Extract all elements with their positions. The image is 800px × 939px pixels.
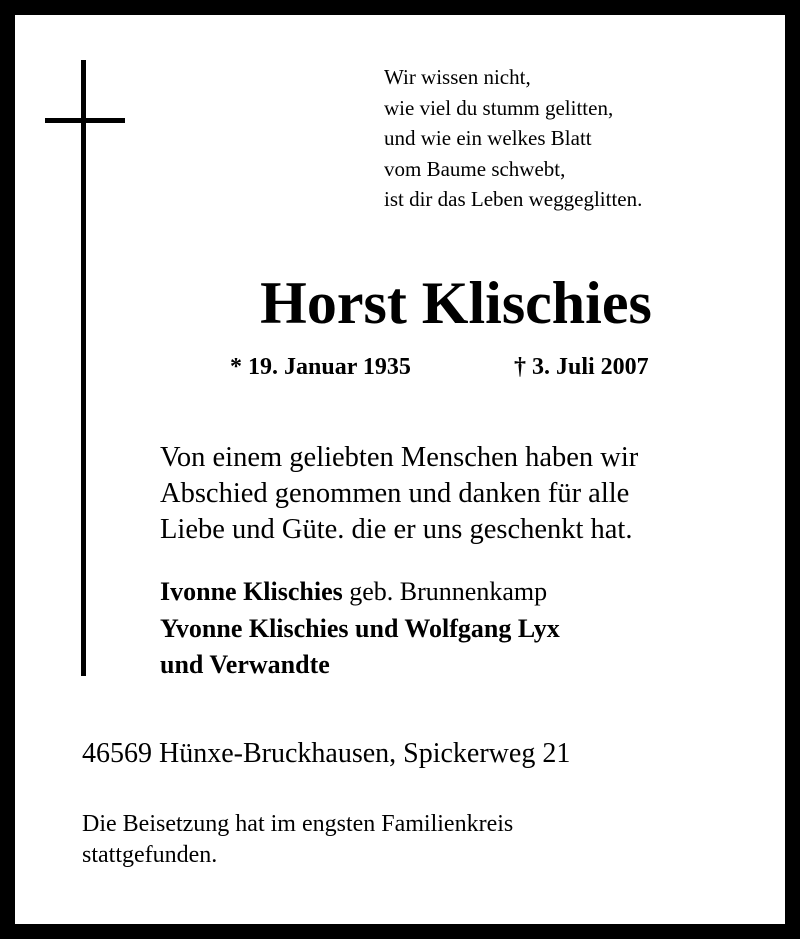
poem-line: ist dir das Leben weggeglitten. bbox=[384, 187, 643, 211]
message-line: Liebe und Güte. die er uns geschenkt hat. bbox=[160, 514, 633, 545]
cross-icon-horizontal-bar bbox=[45, 118, 125, 123]
deceased-name: Horst Klischies bbox=[260, 270, 652, 336]
funeral-line: stattgefunden. bbox=[82, 842, 218, 868]
poem-line: und wie ein welkes Blatt bbox=[384, 126, 592, 150]
funeral-line: Die Beisetzung hat im engsten Familienkreis bbox=[82, 811, 514, 837]
farewell-message bbox=[160, 440, 638, 548]
message-line: Von einem geliebten Menschen haben wir bbox=[160, 442, 639, 473]
poem-line: wie viel du stumm gelitten, bbox=[384, 95, 614, 120]
poem-line: vom Baume schwebt, bbox=[384, 156, 566, 181]
family-mourners bbox=[160, 574, 560, 684]
poem-line: Wir wissen nicht, bbox=[384, 65, 531, 89]
message-line: Abschied genommen und danken für alle bbox=[160, 478, 630, 509]
death-date: † 3. Juli 2007 bbox=[514, 354, 649, 380]
mourner-line bbox=[160, 574, 560, 611]
poem bbox=[384, 62, 642, 215]
mourner-maiden-name: geb. Brunnenkamp bbox=[342, 577, 548, 606]
family-address: 46569 Hünxe-Bruckhausen, Spickerweg 21 bbox=[82, 738, 571, 769]
mourner-line: Yvonne Klischies und Wolfgang Lyx bbox=[160, 613, 560, 643]
mourner-line: und Verwandte bbox=[160, 650, 330, 679]
cross-icon-vertical-bar bbox=[81, 60, 86, 676]
funeral-note bbox=[82, 809, 513, 871]
birth-date: * 19. Januar 1935 bbox=[230, 354, 411, 380]
mourner-name: Ivonne Klischies bbox=[160, 577, 343, 606]
